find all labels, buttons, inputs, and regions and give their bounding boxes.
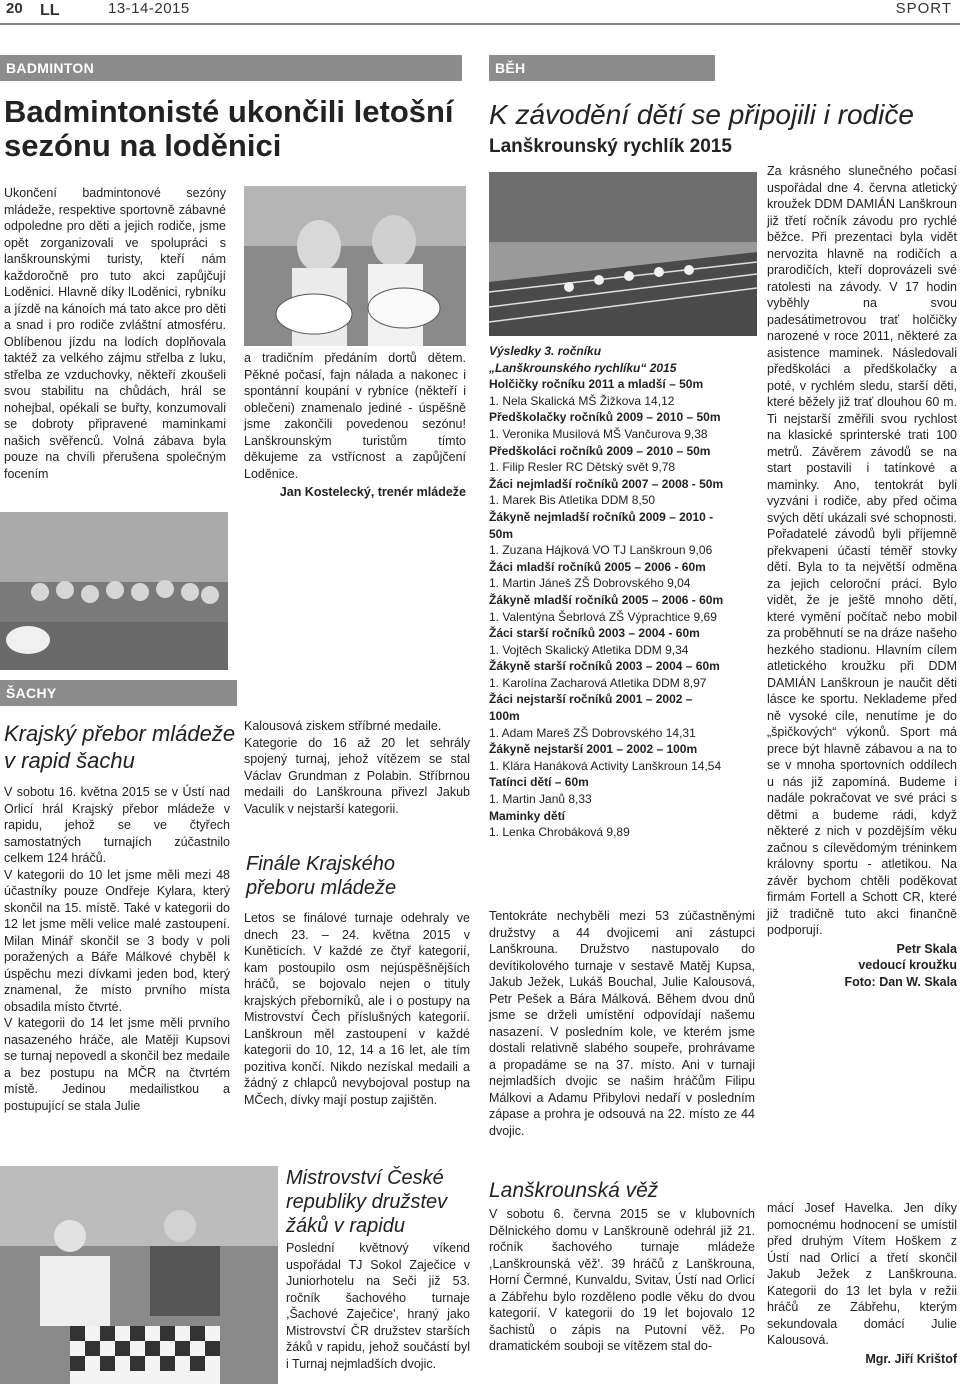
badminton-photo-group [0,512,228,670]
beh-signature-role: vedoucí kroužku [858,958,957,972]
vez-text [489,1206,755,1355]
vez-text-col2 [767,1200,957,1367]
section-sachy: ŠACHY [0,680,237,706]
result-line: 1. Veronika Musilová MŠ Vančurova 9,38 [489,426,708,441]
result-line: 50m [489,526,514,541]
finale-title-line1: Finále Krajského [246,853,395,875]
result-line: 100m [489,709,520,724]
result-line: Tatínci dětí – 60m [489,775,589,790]
badminton-photo-girls [244,186,466,346]
newspaper-logo: LL [40,2,60,19]
result-line: Žáci nejstarší ročníků 2001 – 2002 – [489,692,693,707]
beh-article-paragraph: Za krásného slunečného počasí uspořádal dne 4. června atletický kroužek DDM DAMIÁN Lanškroun již třetí ročník závodu pro rychlé běžce. Při prezentaci byla vidět nervozita hlavně na rodičích a prarodičích, kteří doprovázeli své ratolesti na závody. V 17 hodin vyběhly na svou padesátimetrovou trať holčičky narozené v roce 2011, některé za asistence maminek. Následovali předškoláci a předškolačky a poté, v rychlém sledu, starší děti, které běžely již trať dlouhou 60 m. Ti nejstarší změřili svou rychlost na klasické sprinterské trati 100 metrů. Závěrem závodů se na start postavili i tatínkové a maminky. Ano, tentokrát byli vyzváni i rodiče, aby před očima svých dětí ukázali své schopnosti. Pořadatelé závodů byli příjemně překvapeni účastí téměř stovky dětí. Byla to ta největší odměna za jejich celoroční práci. Bylo vidět, že je ještě mnoho dětí, které vymění počítač nebo mobil za proběhnutí se na dráze našeho hezkého stadionu. Hlavním cílem atletického kroužku při DDM DAMIÁN Lanškroun je naučit děti lásce ke sportu. Neklademe před ně vysoké cíle, nenutíme je do „špičkových“ výkonů. Sport má prece být hlavně zábavou a na to se v mnoha sportovních oddílech u nás již zapomíná. Budeme i nadále pokračovat ve své práci s dětmi a budeme rádi, když některé z nich v pozdějším věku začnou s cílevědomým tréninkem královny sportu - atletikou. Na závěr bychom chtěli poděkovat firmám Fortell a Schott CR, které již tradičně tuto akci finančně podporují. [767,164,957,937]
result-line: 1. Vojtěch Skalický Atletika DDM 9,34 [489,642,689,657]
beh-article [767,163,957,990]
result-line: 1. Martin Janů 8,33 [489,792,592,807]
photo-girls-with-cakes-image [244,186,466,346]
result-line: „Lanškrounského rychlíku“ 2015 [489,360,677,375]
result-line: 1. Karolína Zacharová Atletika DDM 8,97 [489,675,707,690]
mistrovstvi-title [286,1166,470,1238]
badminton-title-line1: Badmintonisté ukončili letošní [4,94,454,129]
finale-text [244,910,470,1108]
header-divider [0,23,960,25]
mistrovstvi-title-line3: žáků v rapidu [286,1215,405,1237]
result-line: 1. Filip Resler RC Dětský svět 9,78 [489,460,676,475]
result-line: Žákyně nejmladší ročníků 2009 – 2010 - [489,509,714,524]
page-number: 20 [6,0,23,17]
beh-results [489,343,765,841]
finale-title-line2: přeboru mládeže [246,877,397,899]
mistrovstvi-title-line1: Mistrovství České [286,1167,444,1189]
mistrovstvi-paragraph: Poslední květnový víkend uspořádal TJ Sokol Zaječice v Juniorhotelu na Seči již 53. ročník šachového turnaje ,Šachové Zaječice', hraný jako Mistrovství ČR družstev starších žáků v rapidu, jehož součástí byl i Turnaj nejmladších dvojic. [286,1241,470,1371]
badminton-signature: Jan Kostelecký, trenér mládeže [279,485,466,499]
result-line: Žáci mladší ročníků 2005 – 2006 - 60m [489,559,706,574]
badminton-text-col2 [244,350,466,501]
sachy-paragraph-1: V sobotu 16. května 2015 se v Ústí nad Orlicí hrál Krajský přebor mládeže v rapidu, jehož se ve čtyřech samostatných turnajích zúčastnilo celkem 124 hráčů. [4,785,230,865]
section-name: SPORT [895,0,952,17]
badminton-title [4,95,474,163]
result-line: Žákyně mladší ročníků 2005 – 2006 - 60m [489,592,724,607]
beh-photo-credit: Foto: Dan W. Skala [844,974,957,989]
finale-paragraph: Letos se finálové turnaje odehraly ve dnech 23. – 24. května 2015 v Kuněticích. V každé ze čtyř kategorií, kam postoupilo osm nejúspěšnějších hráčů, se bojovalo nejen o tituly krajských přeborníků, ale i o postupy na Mistrovství Čech příslušných kategorií. Lanškroun měl zastoupení v každé kategorii do 10, 12, 14 a 16 let, ale tím pozitiva končí. Nikdo nezískal medaili a žádný z chlapců nevybojoval postup na MČech, dívky mají postup zajištěn. [244,911,470,1107]
sachy-col2-paragraph-2: Kategorie do 16 až 20 let sehrály spojený turnaj, jehož vítězem se stal Václav Grundman z Polabin. Stříbrnou medaili do Lanškrouna přivezl Jakub Vaculík v nejstarší kategorii. [244,735,470,816]
result-line: Předškolačky ročníků 2009 – 2010 – 50m [489,410,721,425]
badminton-title-line2: sezónu na loděnici [4,128,282,163]
beh-title: K závodění dětí se připojili i rodiče [489,99,914,130]
sachy-text-col1 [4,784,230,1114]
sachy-photo-players [0,1166,278,1384]
sachy-title-line2: v rapid šachu [4,748,135,773]
photo-group-image [0,512,228,670]
result-line: Žákyně nejstarší 2001 – 2002 – 100m [489,742,698,757]
sachy-text-col2 [244,718,470,817]
result-line: 1. Valentýna Šebrlová ZŠ Výprachtice 9,69 [489,609,717,624]
sachy-paragraph-2: V kategorii do 10 let jsme měli mezi 48 účastníky pouze Ondřeje Kylara, který skončil na 15. místě. Také v kategorii do 12 let jsme měli velice malé zastoupení. Milan Minář skončil se 3 body v poli poražených a Báře Málkové chyběl k úspěchu mezi dívkami jeden bod, který znamenal, že místo prvního místa obsadila místo čtvrté. [4,867,230,1014]
result-line: 1. Adam Mareš ZŠ Dobrovského 14,31 [489,725,696,740]
result-line: Žáci nejmladší ročníků 2007 – 2008 - 50m [489,476,724,491]
result-line: Žáci starší ročníků 2003 – 2004 - 60m [489,626,700,641]
mistrovstvi-text [286,1240,470,1372]
vez-paragraph: V sobotu 6. června 2015 se v klubovních Dělnického domu v Lanškrouně odehrál již 21. ročník šachového turnaje mládeže ,Lanškrounská věž'. 39 hráčů z Lanškrouna, Horní Čermné, Kunvaldu, Svitav, Ústí nad Orlicí a Zábřehu bylo rozděleno podle věku do dvou kategorií. V kategorii do 19 let bojovalo 12 šachistů o zápis na Putovní věž. Po dramatickém souboji se vítězem stal do- [489,1207,755,1353]
photo-chess-players-image [0,1166,278,1384]
section-badminton: BADMINTON [0,55,462,81]
result-line: 1. Marek Bis Atletika DDM 8,50 [489,493,656,508]
result-line: 1. Klára Hanáková Activity Lanškroun 14,54 [489,758,722,773]
beh-photo-track [489,172,757,336]
badminton-paragraph-2: a tradičním předáním dortů dětem. Pěkné počasí, fajn nálada a nakonec i spontánní koupání v rybníce (někteří i oblečeni) znamenalo jediné - úspěšně jsme zakončili povedenou sezónu! Lanškrounským turistům tímto děkujeme za vstřícnost a zapůjčení Loděnice. [244,351,466,481]
photo-running-track-image [489,172,757,336]
result-line: 1. Nela Skalická MŠ Žižkova 14,12 [489,393,675,408]
tentokrat-paragraph: Tentokráte nechyběli mezi 53 zúčastněnými družstvy a 44 dvojicemi ani zástupci Lanškrouna. Družstvo nastupovalo do devítikolového turnaje v sestavě Matěj Kupsa, Jakub Ježek, Lukáš Bouchal, Julie Kalousová, Petr Pešek a Bára Málková. Během dvou dnů jsme se drželi umístění odpovídají našemu nasazení. V posledním kole, ve kterém jsme dostali relativně slabého soupeře, prohrávame a propadáme se na 37. místo. Ani v turnaji nejmladších dvojic se našim hráčům Filipu Málkovi a Adamu Přibylovi nedaří v posledním zápase a prohra je odsouvá na 22. místo ze 44 dvojic. [489,909,755,1138]
badminton-paragraph: Ukončení badmintonové sezóny mládeže, respektive sportovně zábavné odpoledne pro děti a jejich rodiče, jsme opět zorganizovali ve spolupráci s lanškrounskými turisty, kteří nám každoročně pro tuto akci zapůjčují Loděnici. Hlavně díky lLoděnici, rybníku a jízdě na kánoích má tato akce pro děti a snad i pro rodiče zvláštní atmosféru. Oblíbenou jízdu na lodích doplňovala taktéž za velkého zájmu střelba z luku, střelba ze vzduchovky, někteří zkoušeli svou stabilitu na chůdách, hrál se nohejbal, opékali se buřty, konzumovali se dobroty připravené maminkami našich svěřenců. Volná zábava byla pouze na chvíli přerušena společným focením [4,186,226,481]
result-line: Maminky dětí [489,808,566,823]
issue-date: 13-14-2015 [108,0,190,17]
tentokrat-text [489,908,755,1139]
sachy-title-line1: Krajský přebor mládeže [4,721,236,746]
vez-title: Lanškrounská věž [489,1179,659,1202]
badminton-text-col1 [4,185,226,482]
result-line: Předškoláci ročníků 2009 – 2010 – 50m [489,443,711,458]
mistrovstvi-title-line2: republiky družstev [286,1191,448,1213]
vez-paragraph-2: mácí Josef Havelka. Jen díky pomocnému hodnocení se umístil před druhým Vítem Hoškem z Ústí nad Orlicí a třetí skončil Jakub Ježek z Lanškrouna. Kategorii do 13 let byla v režii hráčů ze Zábřehu, kterým sekundovala domácí Julie Kalousová. [767,1201,957,1347]
beh-subtitle: Lanškrounský rychlík 2015 [489,136,732,157]
sachy-paragraph-3: V kategorii do 14 let jsme měli prvního nasazeného hráče, ale Matěji Kupsovi se turnaj nepovedl a skončil bez medaile a bez postupu na MČR na čtvrtém místě. Jedinou medailistkou a postupující se stala Julie [4,1016,230,1113]
sachy-col2-paragraph-1: Kalousová ziskem stříbrné medaile. [244,719,442,733]
finale-title [246,852,470,900]
page-header [0,0,960,22]
section-beh: BĚH [489,55,715,81]
result-line: Výsledky 3. ročníku [489,344,602,358]
result-line: 1. Zuzana Hájková VO TJ Lanškroun 9,06 [489,543,713,558]
result-line: Holčičky ročníku 2011 a mladší – 50m [489,377,704,392]
beh-signature-name: Petr Skala [896,941,957,956]
result-line: 1. Lenka Chrobáková 9,89 [489,825,630,840]
sachy-title [4,720,238,774]
result-line: Žákyně starší ročníků 2003 – 2004 – 60m [489,659,720,674]
sachy-signature: Mgr. Jiří Krištof [865,1351,957,1366]
result-line: 1. Martin Jáneš ZŠ Dobrovského 9,04 [489,576,691,591]
